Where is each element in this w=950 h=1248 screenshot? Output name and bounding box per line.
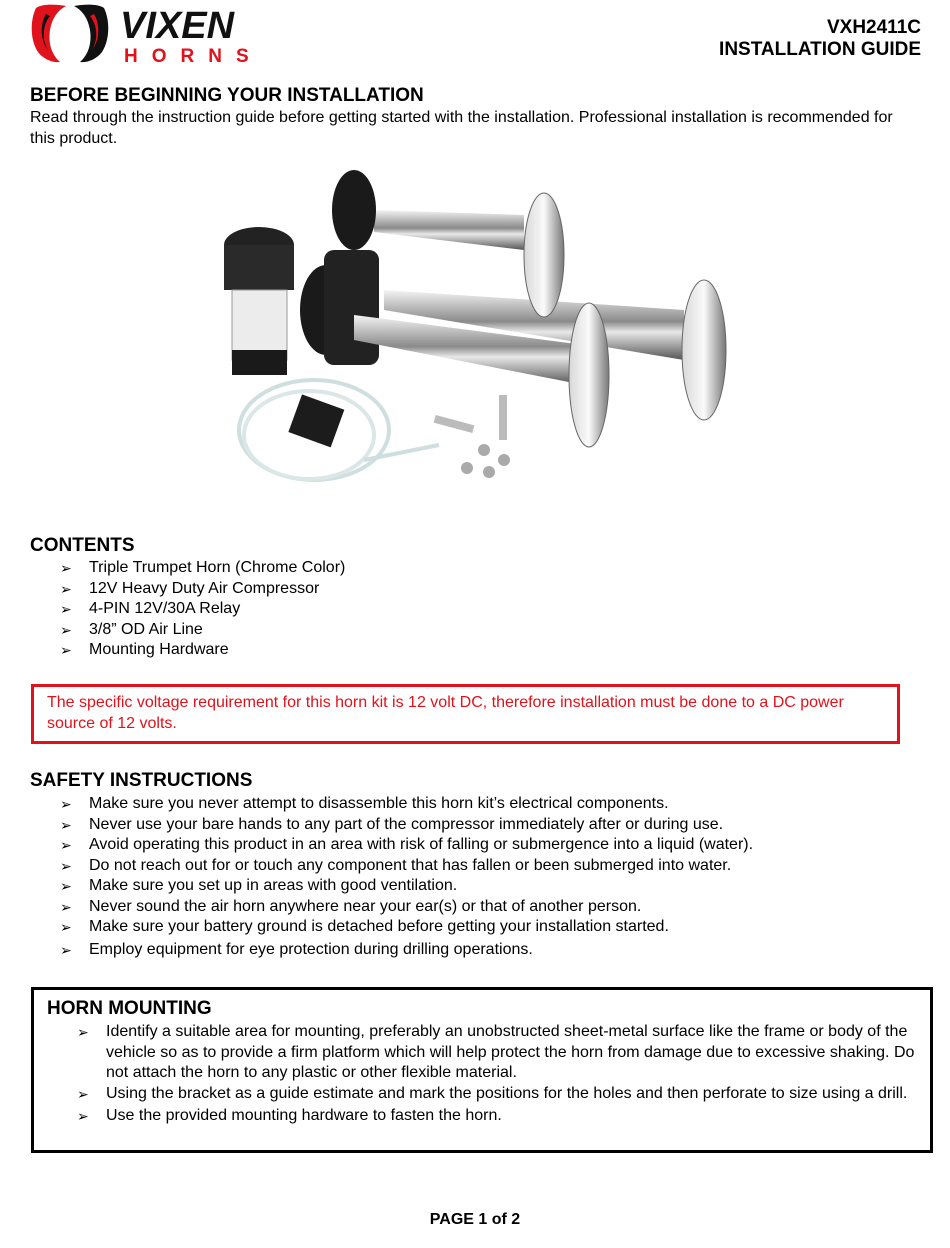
mounting-list <box>77 1022 916 1127</box>
product-photo <box>214 160 744 510</box>
list-item: ➢ Avoid operating this product in an area with risk of falling or submergence into a liquid (water). <box>60 835 922 856</box>
horn-mounting-box <box>31 987 933 1153</box>
list-item: ➢ Use the provided mounting hardware to fasten the horn. <box>77 1106 916 1127</box>
arrowhead-bullet-icon: ➢ <box>60 621 72 638</box>
arrowhead-bullet-icon: ➢ <box>60 878 72 894</box>
arrowhead-bullet-icon: ➢ <box>60 601 72 617</box>
mounting-heading: HORN MOUNTING <box>47 998 212 1019</box>
list-item: ➢ Employ equipment for eye protection during drilling operations. <box>60 940 922 961</box>
list-item: ➢ Make sure your battery ground is detached before getting your installation started. <box>60 917 922 938</box>
document-header <box>719 17 921 61</box>
model-number: VXH2411C <box>826 17 921 38</box>
list-item: ➢ Triple Trumpet Horn (Chrome Color) <box>60 558 922 579</box>
list-item: ➢ 3/8” OD Air Line <box>60 620 922 641</box>
list-item: ➢ Never sound the air horn anywhere near your ear(s) or that of another person. <box>60 897 922 918</box>
arrowhead-bullet-icon: ➢ <box>60 857 72 874</box>
list-item: ➢ Make sure you set up in areas with good ventilation. <box>60 876 922 897</box>
arrowhead-bullet-icon: ➢ <box>60 560 72 576</box>
before-text: Read through the instruction guide before getting started with the installation. Professional installation is recommended for this product. <box>30 109 893 147</box>
arrowhead-bullet-icon: ➢ <box>77 1108 89 1124</box>
arrowhead-bullet-icon: ➢ <box>60 816 72 833</box>
contents-list <box>60 558 922 661</box>
svg-text:VIXEN: VIXEN <box>120 5 235 47</box>
safety-heading: SAFETY INSTRUCTIONS <box>30 770 253 791</box>
vixen-horns-logo <box>28 0 284 66</box>
contents-heading: CONTENTS <box>30 535 135 556</box>
svg-text:HORNS: HORNS <box>124 46 263 66</box>
before-heading: BEFORE BEGINNING YOUR INSTALLATION <box>30 85 424 106</box>
arrowhead-bullet-icon: ➢ <box>60 580 72 597</box>
page-number: PAGE 1 of 2 <box>429 1211 521 1228</box>
list-item: ➢ Make sure you never attempt to disassemble this horn kit’s electrical components. <box>60 794 922 815</box>
list-item: ➢ Mounting Hardware <box>60 640 922 661</box>
arrowhead-bullet-icon: ➢ <box>60 941 72 958</box>
arrowhead-bullet-icon: ➢ <box>60 837 72 853</box>
list-item: ➢ Never use your bare hands to any part of the compressor immediately after or during use. <box>60 815 922 836</box>
list-item: ➢ 4-PIN 12V/30A Relay <box>60 599 922 620</box>
list-item: ➢ Do not reach out for or touch any component that has fallen or been submerged into water. <box>60 856 922 877</box>
list-item: ➢ Using the bracket as a guide estimate and mark the positions for the holes and then perforate to size using a drill. <box>77 1084 916 1105</box>
list-item: ➢ 12V Heavy Duty Air Compressor <box>60 579 922 600</box>
arrowhead-bullet-icon: ➢ <box>60 919 72 935</box>
arrowhead-bullet-icon: ➢ <box>77 1085 89 1102</box>
arrowhead-bullet-icon: ➢ <box>60 796 72 812</box>
list-item: ➢ Identify a suitable area for mounting, preferably an unobstructed sheet-metal surface like the frame or body of the vehicle so as to provide a firm platform which will help protect the horn from damage due to excessive shaking. Do not attach the horn to any plastic or other flexible material. <box>77 1023 915 1081</box>
arrowhead-bullet-icon: ➢ <box>60 642 72 658</box>
arrowhead-bullet-icon: ➢ <box>77 1024 89 1040</box>
safety-list <box>60 794 922 960</box>
voltage-warning-box: The specific voltage requirement for this horn kit is 12 volt DC, therefore installation must be done to a DC power source of 12 volts. <box>31 684 900 744</box>
logo-horn-emblem-icon <box>32 5 109 62</box>
document-title: INSTALLATION GUIDE <box>719 39 921 60</box>
arrowhead-bullet-icon: ➢ <box>60 898 72 915</box>
